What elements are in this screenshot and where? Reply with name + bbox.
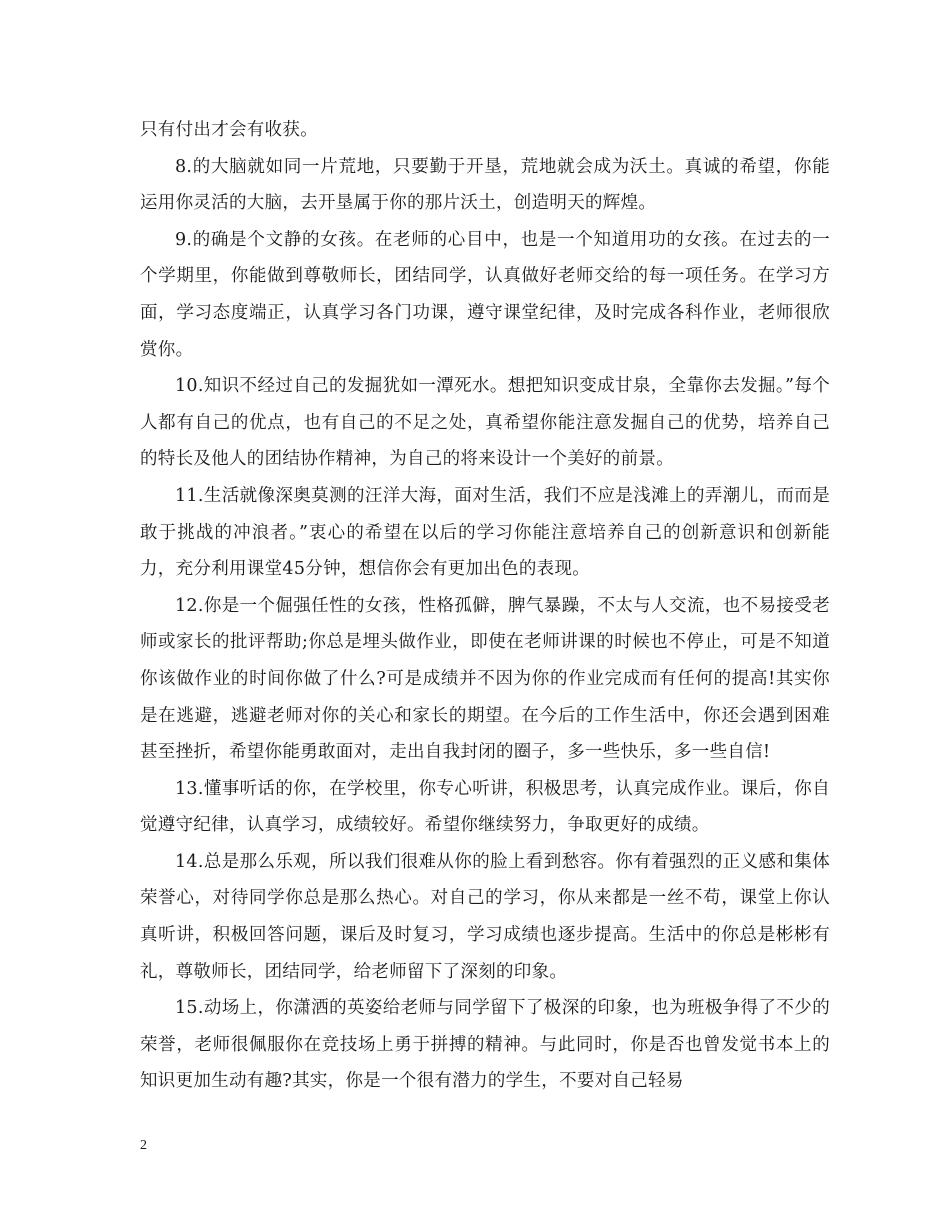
paragraph-5: 11.生活就像深奥莫测的汪洋大海，面对生活，我们不应是浅滩上的弄潮儿，而而是敢于挑战的冲浪者。”衷心的希望在以后的学习你能注意培养自己的创新意识和创新能力，充分利用课堂45分钟，想信你会有更加出色的表现。 bbox=[140, 485, 830, 580]
paragraph-2: 8.的大脑就如同一片荒地，只要勤于开垦，荒地就会成为沃土。真诚的希望，你能运用你灵活的大脑，去开垦属于你的那片沃土，创造明天的辉煌。 bbox=[140, 156, 830, 214]
paragraph-8: 14.总是那么乐观，所以我们很难从你的脸上看到愁容。你有着强烈的正义感和集体荣誉心，对待同学你总是那么热心。对自己的学习，你从来都是一丝不苟，课堂上你认真听讲，积极回答问题，课后及时复习，学习成绩也逐步提高。生活中的你总是彬彬有礼，尊敬师长，团结同学，给老师留下了深刻的印象。 bbox=[140, 851, 830, 982]
paragraph-4: 10.知识不经过自己的发掘犹如一潭死水。想把知识变成甘泉，全靠你去发掘。”每个人都有自己的优点，也有自己的不足之处，真希望你能注意发掘自己的优势，培养自己的特长及他人的团结协作精神，为自己的将来设计一个美好的前景。 bbox=[140, 376, 830, 470]
paragraph-3: 9.的确是个文静的女孩。在老师的心目中，也是一个知道用功的女孩。在过去的一个学期里，你能做到尊敬师长，团结同学，认真做好老师交给的每一项任务。在学习方面，学习态度端正，认真学习各门功课，遵守课堂纪律，及时完成各科作业，老师很欣赏你。 bbox=[140, 229, 830, 360]
page-number: 2 bbox=[140, 1138, 147, 1153]
paragraph-1: 只有付出才会有收获。 bbox=[140, 120, 318, 140]
paragraph-6: 12.你是一个倔强任性的女孩，性格孤僻，脾气暴躁，不太与人交流，也不易接受老师或家长的批评帮助;你总是埋头做作业，即使在老师讲课的时候也不停止，可是不知道你该做作业的时间你做了什么?可是成绩并不因为你的作业完成而有任何的提高!其实你是在逃避，逃避老师对你的关心和家长的期望。在今后的工作生活中，你还会遇到困难甚至挫折，希望你能勇敢面对，走出自我封闭的圈子，多一些快乐，多一些自信! bbox=[140, 595, 830, 763]
document-body bbox=[140, 112, 830, 1100]
paragraph-9: 15.动场上，你潇洒的英姿给老师与同学留下了极深的印象，也为班极争得了不少的荣誉，老师很佩服你在竞技场上勇于拼搏的精神。与此同时，你是否也曾发觉书本上的知识更加生动有趣?其实，你是一个很有潜力的学生，不要对自己轻易 bbox=[140, 998, 830, 1092]
paragraph-7: 13.懂事听话的你，在学校里，你专心听讲，积极思考，认真完成作业。课后，你自觉遵守纪律，认真学习，成绩较好。希望你继续努力，争取更好的成绩。 bbox=[140, 778, 830, 836]
